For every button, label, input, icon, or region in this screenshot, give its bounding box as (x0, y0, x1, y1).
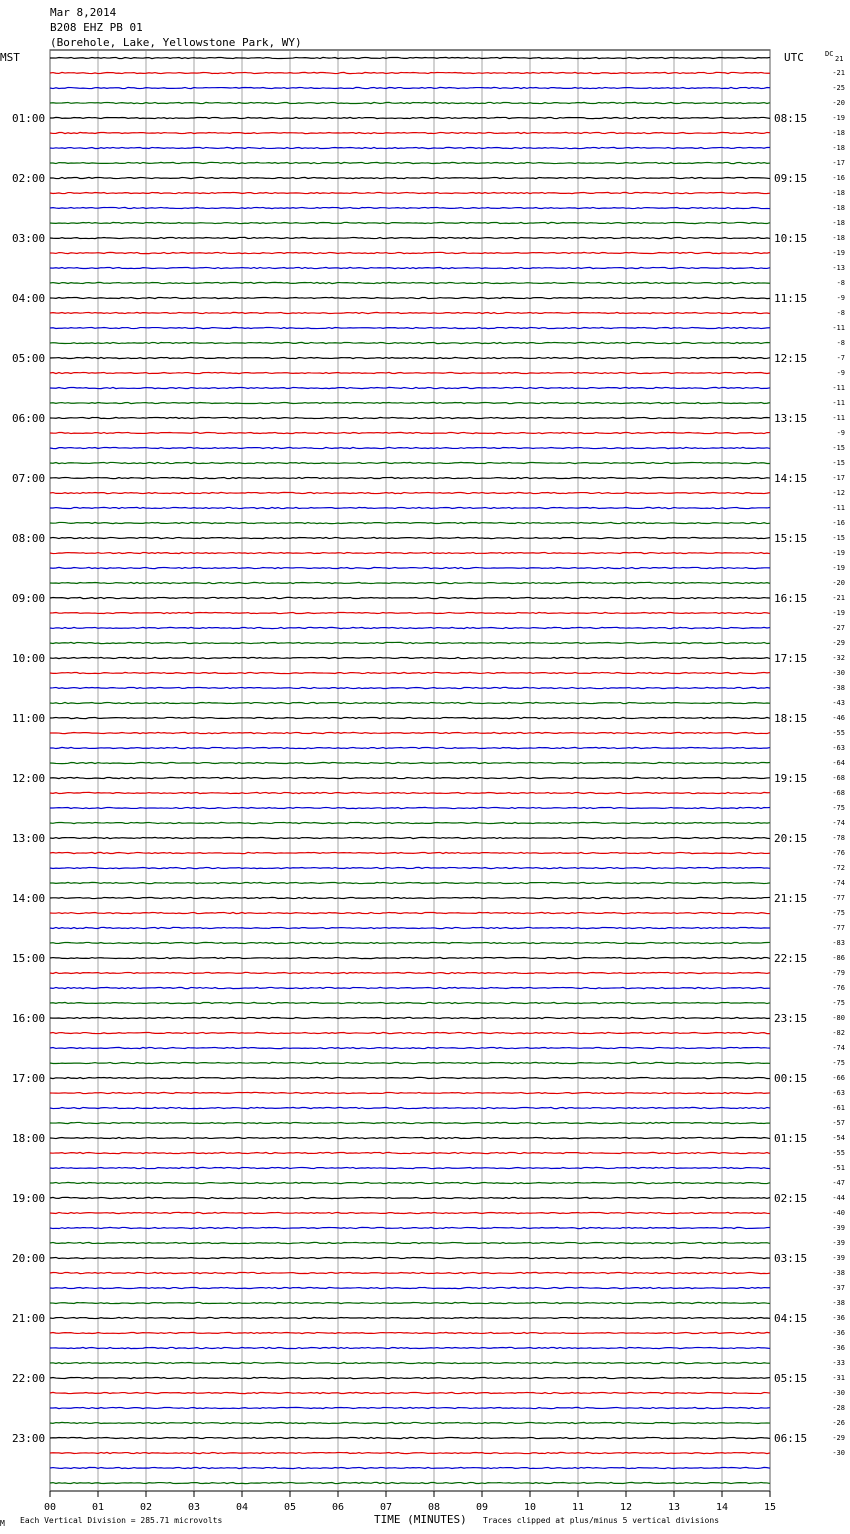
dc-offset-label: -74 (832, 879, 845, 887)
trace-row-95 (50, 1482, 770, 1483)
left-hour-label: 12:00 (12, 772, 46, 785)
right-timezone-label: UTC (784, 51, 804, 64)
left-hour-label: 10:00 (12, 652, 46, 665)
right-hour-label: 09:15 (774, 172, 808, 185)
left-hour-label: 11:00 (12, 712, 46, 725)
dc-offset-label: -38 (832, 684, 845, 692)
dc-offset-label: -15 (832, 459, 845, 467)
dc-offset-label: -25 (832, 84, 845, 92)
dc-offset-label: -11 (832, 414, 845, 422)
left-hour-label: 13:00 (12, 832, 46, 845)
dc-offset-label: -15 (832, 534, 845, 542)
trace-row-3 (50, 102, 770, 103)
left-hour-label: 17:00 (12, 1072, 46, 1085)
dc-offset-label: -11 (832, 324, 845, 332)
left-timezone-label: MST (0, 51, 20, 64)
trace-row-49 (50, 792, 770, 793)
left-hour-label: 21:00 (12, 1312, 46, 1325)
dc-offset-label: -83 (832, 939, 845, 947)
trace-row-50 (50, 807, 770, 808)
trace-row-51 (50, 822, 770, 823)
x-tick-label: 14 (715, 1502, 729, 1513)
right-hour-label: 08:15 (774, 112, 808, 125)
x-tick-label: 00 (43, 1502, 57, 1513)
trace-row-80 (50, 1257, 770, 1258)
dc-offset-label: -18 (832, 234, 845, 242)
x-tick-label: 08 (427, 1502, 441, 1513)
trace-row-42 (50, 687, 770, 688)
trace-row-38 (50, 627, 770, 628)
trace-row-67 (50, 1062, 770, 1063)
trace-row-54 (50, 867, 770, 868)
trace-row-71 (50, 1122, 770, 1123)
dc-offset-label: -64 (832, 759, 845, 767)
dc-offset-label: -27 (832, 624, 845, 632)
right-hour-label: 23:15 (774, 1012, 808, 1025)
dc-offset-label: -11 (832, 384, 845, 392)
trace-row-15 (50, 282, 770, 283)
trace-row-52 (50, 837, 770, 838)
dc-offset-label: -15 (832, 444, 845, 452)
right-hour-label: 00:15 (774, 1072, 808, 1085)
trace-row-76 (50, 1197, 770, 1198)
dc-offset-label: -30 (832, 1449, 845, 1457)
right-hour-label: 03:15 (774, 1252, 808, 1265)
trace-row-7 (50, 162, 770, 163)
right-hour-label: 22:15 (774, 952, 808, 965)
trace-rows (50, 57, 770, 1483)
dc-offset-label: -75 (832, 804, 845, 812)
trace-row-53 (50, 852, 770, 853)
dc-offset-labels (832, 69, 845, 1457)
trace-row-35 (50, 582, 770, 583)
dc-offset-label: -47 (832, 1179, 845, 1187)
trace-row-20 (50, 357, 770, 358)
trace-row-48 (50, 777, 770, 778)
trace-row-79 (50, 1242, 770, 1243)
x-tick-label: 01 (91, 1502, 105, 1513)
x-tick-label: 13 (667, 1502, 681, 1513)
left-hour-labels (12, 112, 45, 1445)
dc-offset-label: -18 (832, 189, 845, 197)
dc-offset-label: -36 (832, 1329, 845, 1337)
left-hour-label: 09:00 (12, 592, 46, 605)
dc-offset-label: -43 (832, 699, 845, 707)
left-hour-label: 08:00 (12, 532, 46, 545)
dc-offset-label: -75 (832, 999, 845, 1007)
right-hour-labels (774, 112, 807, 1445)
right-hour-label: 15:15 (774, 532, 808, 545)
right-hour-label: 18:15 (774, 712, 808, 725)
trace-row-74 (50, 1167, 770, 1168)
dc-offset-label: -80 (832, 1014, 845, 1022)
dc-offset-label: -51 (832, 1164, 845, 1172)
scale-note: Each Vertical Division = 285.71 microvolts (20, 1516, 223, 1525)
trace-row-12 (50, 237, 770, 238)
trace-row-59 (50, 942, 770, 943)
left-hour-label: 06:00 (12, 412, 46, 425)
x-tick-label: 09 (475, 1502, 489, 1513)
dc-offset-label: -29 (832, 639, 845, 647)
dc-offset-label: -38 (832, 1299, 845, 1307)
trace-row-5 (50, 132, 770, 133)
dc-offset-label: -19 (832, 549, 845, 557)
trace-row-10 (50, 207, 770, 208)
dc-offset-label: -11 (832, 504, 845, 512)
trace-row-28 (50, 477, 770, 478)
dc-offset-label: -55 (832, 729, 845, 737)
right-hour-label: 11:15 (774, 292, 808, 305)
left-hour-label: 02:00 (12, 172, 46, 185)
trace-row-47 (50, 762, 770, 763)
dc-offset-label: -8 (836, 279, 845, 287)
right-hour-label: 04:15 (774, 1312, 808, 1325)
x-tick-label: 12 (619, 1502, 633, 1513)
trace-row-57 (50, 912, 770, 913)
dc-offset-label: -18 (832, 219, 845, 227)
dc-offset-label: -9 (836, 369, 845, 377)
dc-offset-label: -18 (832, 129, 845, 137)
dc-offset-label: -74 (832, 819, 845, 827)
dc-offset-label: -30 (832, 669, 845, 677)
dc-offset-label: -39 (832, 1254, 845, 1262)
x-tick-label: 07 (379, 1502, 393, 1513)
left-hour-label: 07:00 (12, 472, 46, 485)
x-tick-label: 15 (763, 1502, 777, 1513)
trace-row-56 (50, 897, 770, 898)
trace-row-9 (50, 192, 770, 193)
dc-offset-label: -36 (832, 1344, 845, 1352)
dc-offset-label: -75 (832, 909, 845, 917)
trace-row-78 (50, 1227, 770, 1228)
trace-row-11 (50, 222, 770, 223)
dc-offset-label: -8 (836, 309, 845, 317)
trace-row-65 (50, 1032, 770, 1033)
dc-offset-label: -63 (832, 744, 845, 752)
left-hour-label: 22:00 (12, 1372, 46, 1385)
trace-row-27 (50, 462, 770, 463)
trace-row-92 (50, 1437, 770, 1438)
trace-row-23 (50, 402, 770, 403)
trace-row-61 (50, 972, 770, 973)
dc-offset-label: -19 (832, 609, 845, 617)
x-tick-label: 04 (235, 1502, 249, 1513)
right-hour-label: 17:15 (774, 652, 808, 665)
dc-offset-label: -75 (832, 1059, 845, 1067)
dc-offset-label: -32 (832, 654, 845, 662)
trace-row-13 (50, 252, 770, 253)
left-hour-label: 15:00 (12, 952, 46, 965)
trace-row-83 (50, 1302, 770, 1303)
trace-row-24 (50, 417, 770, 418)
trace-row-33 (50, 552, 770, 553)
dc-offset-label: -33 (832, 1359, 845, 1367)
trace-row-94 (50, 1467, 770, 1468)
trace-row-40 (50, 657, 770, 658)
trace-row-31 (50, 522, 770, 523)
dc-offset-label: -55 (832, 1149, 845, 1157)
right-hour-label: 19:15 (774, 772, 808, 785)
trace-row-84 (50, 1317, 770, 1318)
dc-offset-label: -77 (832, 894, 845, 902)
dc-offset-label: -20 (832, 99, 845, 107)
trace-row-58 (50, 927, 770, 928)
trace-row-68 (50, 1077, 770, 1078)
dc-offset-label: -79 (832, 969, 845, 977)
dc-offset-label: -8 (836, 339, 845, 347)
header-location: (Borehole, Lake, Yellowstone Park, WY) (50, 36, 302, 49)
dc-offset-label: -77 (832, 924, 845, 932)
trace-row-4 (50, 117, 770, 118)
dc-offset-label: -72 (832, 864, 845, 872)
trace-row-87 (50, 1362, 770, 1363)
dc-offset-label: -19 (832, 564, 845, 572)
header-date: Mar 8,2014 (50, 6, 117, 19)
trace-row-30 (50, 507, 770, 508)
left-hour-label: 19:00 (12, 1192, 46, 1205)
trace-row-70 (50, 1107, 770, 1108)
trace-row-16 (50, 297, 770, 298)
x-tick-label: 05 (283, 1502, 297, 1513)
dc-offset-label: -26 (832, 1419, 845, 1427)
right-hour-label: 16:15 (774, 592, 808, 605)
trace-row-25 (50, 432, 770, 433)
dc-offset-label: -16 (832, 174, 845, 182)
dc-offset-label: -9 (836, 294, 845, 302)
dc-offset-label: -46 (832, 714, 845, 722)
plot-frame (50, 50, 770, 1491)
dc-offset-label: -78 (832, 834, 845, 842)
right-hour-label: 14:15 (774, 472, 808, 485)
dc-offset-label: -76 (832, 984, 845, 992)
trace-row-62 (50, 987, 770, 988)
dc-offset-label: -63 (832, 1089, 845, 1097)
dc-offset-label: -38 (832, 1269, 845, 1277)
dc-top-value: 21 (835, 55, 844, 63)
dc-offset-label: -68 (832, 774, 845, 782)
dc-offset-label: -44 (832, 1194, 845, 1202)
dc-offset-label: -19 (832, 249, 845, 257)
dc-offset-label: -9 (836, 429, 845, 437)
right-hour-label: 10:15 (774, 232, 808, 245)
x-tick-label: 10 (523, 1502, 537, 1513)
right-hour-label: 13:15 (774, 412, 808, 425)
dc-offset-label: -40 (832, 1209, 845, 1217)
trace-row-1 (50, 72, 770, 73)
dc-offset-label: -11 (832, 399, 845, 407)
trace-row-8 (50, 177, 770, 178)
right-hour-label: 12:15 (774, 352, 808, 365)
minute-grid (50, 50, 770, 1491)
trace-row-73 (50, 1152, 770, 1153)
trace-row-14 (50, 267, 770, 268)
trace-row-66 (50, 1047, 770, 1048)
dc-offset-label: -18 (832, 204, 845, 212)
trace-row-91 (50, 1422, 770, 1423)
dc-offset-label: -66 (832, 1074, 845, 1082)
trace-row-81 (50, 1272, 770, 1273)
dc-offset-label: -31 (832, 1374, 845, 1382)
dc-label: DC (825, 50, 834, 58)
trace-row-2 (50, 87, 770, 88)
dc-offset-label: -86 (832, 954, 845, 962)
trace-row-77 (50, 1212, 770, 1213)
trace-row-93 (50, 1452, 770, 1453)
dc-offset-label: -39 (832, 1224, 845, 1232)
dc-offset-label: -54 (832, 1134, 845, 1142)
trace-row-17 (50, 312, 770, 313)
trace-row-39 (50, 642, 770, 643)
trace-row-37 (50, 612, 770, 613)
dc-offset-label: -12 (832, 489, 845, 497)
left-hour-label: 04:00 (12, 292, 46, 305)
trace-row-60 (50, 957, 770, 958)
dc-offset-label: -19 (832, 114, 845, 122)
right-hour-label: 20:15 (774, 832, 808, 845)
trace-row-89 (50, 1392, 770, 1393)
trace-row-75 (50, 1182, 770, 1183)
dc-offset-label: -21 (832, 69, 845, 77)
dc-offset-label: -17 (832, 159, 845, 167)
dc-offset-label: -28 (832, 1404, 845, 1412)
trace-row-85 (50, 1332, 770, 1333)
dc-offset-label: -61 (832, 1104, 845, 1112)
x-tick-label: 02 (139, 1502, 153, 1513)
dc-offset-label: -37 (832, 1284, 845, 1292)
trace-row-82 (50, 1287, 770, 1288)
trace-row-6 (50, 147, 770, 148)
clip-note: Traces clipped at plus/minus 5 vertical divisions (483, 1516, 720, 1525)
trace-row-43 (50, 702, 770, 703)
left-hour-label: 01:00 (12, 112, 46, 125)
x-tick-label: 03 (187, 1502, 201, 1513)
left-hour-label: 18:00 (12, 1132, 46, 1145)
trace-row-88 (50, 1377, 770, 1378)
trace-row-86 (50, 1347, 770, 1348)
trace-row-22 (50, 387, 770, 388)
x-axis-title: TIME (MINUTES) (374, 1513, 467, 1526)
dc-offset-label: -18 (832, 144, 845, 152)
trace-row-63 (50, 1002, 770, 1003)
right-hour-label: 05:15 (774, 1372, 808, 1385)
dc-offset-label: -13 (832, 264, 845, 272)
left-hour-label: 16:00 (12, 1012, 46, 1025)
dc-offset-label: -17 (832, 474, 845, 482)
dc-offset-label: -76 (832, 849, 845, 857)
trace-row-69 (50, 1092, 770, 1093)
trace-row-46 (50, 747, 770, 748)
trace-row-72 (50, 1137, 770, 1138)
right-hour-label: 06:15 (774, 1432, 808, 1445)
dc-offset-label: -30 (832, 1389, 845, 1397)
corner-mark: M (0, 1519, 5, 1528)
x-tick-label: 06 (331, 1502, 345, 1513)
trace-row-64 (50, 1017, 770, 1018)
dc-offset-label: -7 (836, 354, 845, 362)
right-hour-label: 21:15 (774, 892, 808, 905)
dc-offset-label: -36 (832, 1314, 845, 1322)
dc-offset-label: -57 (832, 1119, 845, 1127)
x-tick-label: 11 (571, 1502, 585, 1513)
trace-row-21 (50, 372, 770, 373)
trace-row-29 (50, 492, 770, 493)
trace-row-44 (50, 717, 770, 718)
trace-row-34 (50, 567, 770, 568)
trace-row-55 (50, 882, 770, 883)
dc-offset-label: -68 (832, 789, 845, 797)
dc-offset-label: -21 (832, 594, 845, 602)
header-station: B208 EHZ PB 01 (50, 21, 143, 34)
dc-offset-label: -20 (832, 579, 845, 587)
x-axis-ticks (44, 1491, 776, 1513)
right-hour-label: 01:15 (774, 1132, 808, 1145)
trace-row-36 (50, 597, 770, 598)
dc-offset-label: -39 (832, 1239, 845, 1247)
dc-offset-label: -16 (832, 519, 845, 527)
trace-row-45 (50, 732, 770, 733)
dc-offset-label: -29 (832, 1434, 845, 1442)
left-hour-label: 20:00 (12, 1252, 46, 1265)
dc-offset-label: -74 (832, 1044, 845, 1052)
dc-offset-label: -82 (832, 1029, 845, 1037)
trace-row-32 (50, 537, 770, 538)
trace-row-26 (50, 447, 770, 448)
trace-row-19 (50, 342, 770, 343)
trace-row-18 (50, 327, 770, 328)
left-hour-label: 05:00 (12, 352, 46, 365)
left-hour-label: 23:00 (12, 1432, 46, 1445)
right-hour-label: 02:15 (774, 1192, 808, 1205)
trace-row-41 (50, 672, 770, 673)
trace-row-0 (50, 57, 770, 58)
trace-row-90 (50, 1407, 770, 1408)
left-hour-label: 03:00 (12, 232, 46, 245)
left-hour-label: 14:00 (12, 892, 46, 905)
